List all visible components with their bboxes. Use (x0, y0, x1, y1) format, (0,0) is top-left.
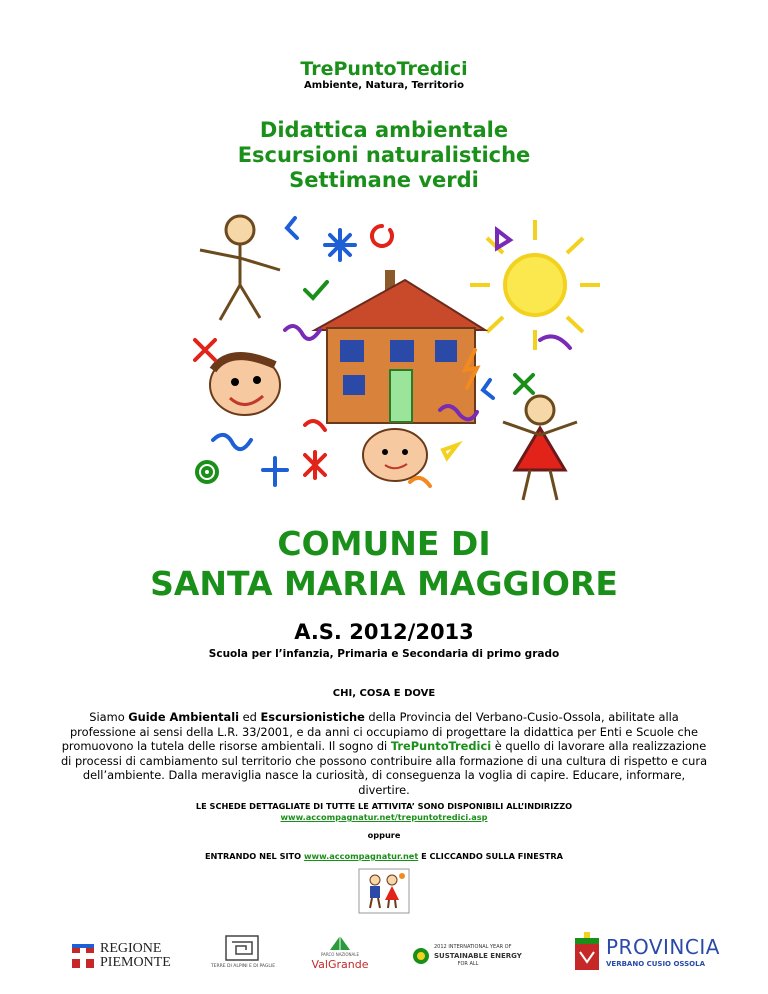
children-drawing-illustration (185, 200, 605, 505)
valgrande-leaf-icon (328, 934, 352, 952)
body-brand: TrePuntoTredici (390, 739, 492, 753)
girl-figure-drawing (503, 396, 577, 500)
site-instruction (0, 851, 768, 861)
section-title: CHI, COSA E DOVE (332, 688, 436, 699)
trepuntotredici-link[interactable]: www.accompagnatur.net/trepuntotredici.asp (280, 812, 488, 822)
baby-face-drawing (363, 429, 427, 481)
regione-piemonte-logo (70, 940, 171, 972)
sun-drawing (470, 220, 600, 350)
brand-tagline: Ambiente, Natura, Territorio (304, 80, 464, 91)
schede-notice: LE SCHEDE DETTAGLIATE DI TUTTE LE ATTIVITA’ SONO DISPONIBILI ALL’INDIRIZZO (195, 801, 573, 811)
provincia-logo (572, 932, 718, 974)
energy-line-3: FOR ALL (457, 961, 479, 967)
subject-line-3: Settimane verdi (289, 168, 479, 192)
valgrande-text: ValGrande (311, 958, 369, 971)
body-text-1: Siamo (89, 710, 129, 724)
regione-text: REGIONE (100, 941, 162, 956)
provincia-text: PROVINCIA (606, 935, 720, 959)
subject-line-1: Didattica ambientale (259, 118, 509, 142)
house-drawing (315, 270, 485, 423)
valgrande-small-text: PARCO NAZIONALE (321, 952, 359, 957)
sustainable-energy-logo (412, 940, 522, 972)
provincia-sub-text: VERBANO CUSIO OSSOLA (606, 960, 705, 968)
comune-heading (0, 524, 768, 604)
stick-figure-left (200, 216, 280, 320)
provincia-crest-icon (572, 932, 602, 972)
comune-line-2: SANTA MARIA MAGGIORE (150, 564, 618, 603)
brand-title: TrePuntoTredici (300, 58, 468, 80)
maze-icon (224, 934, 260, 962)
body-text-4: è quello di lavorare alla realizzazione di processi di cambiamento sul territorio che possono contribuire alla formazione di una cultura di rispetto e cura dell’ambiente. Dalla meraviglia nasce la curiosità, di conseguenza la voglia di capire. Educare, informare, divertire. (60, 739, 708, 797)
terre-text: TERRE DI ALPINI E DI PAGLIE (210, 964, 276, 969)
oppure-text: oppure (367, 830, 401, 840)
smiley-face-drawing (210, 355, 280, 415)
site-instruction-post: E CLICCANDO SULLA FINESTRA (418, 851, 564, 861)
piemonte-text: PIEMONTE (100, 955, 171, 970)
body-escursionistiche: Escursionistiche (260, 710, 365, 724)
school-levels: Scuola per l’infanzia, Primaria e Secondaria di primo grado (208, 648, 560, 660)
school-year: A.S. 2012/2013 (294, 620, 474, 644)
children-window-icon[interactable] (358, 868, 410, 914)
accompagnatur-link[interactable]: www.accompagnatur.net (303, 851, 419, 861)
body-guide-ambientali: Guide Ambientali (128, 710, 240, 724)
site-instruction-pre: ENTRANDO NEL SITO (204, 851, 304, 861)
body-text-3: della Provincia del Verbano-Cusio-Ossola, abilitate alla professione ai sensi della L.R. 33/2001, e da anni ci occupiamo di progettare la didattica per Enti e Scuole che promuovono la tutela delle risorse ambientali. Il sogno di (61, 710, 699, 753)
energy-line-2: SUSTAINABLE ENERGY (434, 952, 522, 960)
comune-line-1: COMUNE DI (277, 524, 491, 563)
energy-line-1: 2012 INTERNATIONAL YEAR OF (434, 944, 512, 950)
energy-flame-icon (412, 944, 430, 968)
piemonte-crest-icon (70, 942, 96, 970)
valgrande-logo (310, 934, 370, 974)
intro-paragraph (60, 710, 708, 797)
body-text-2: ed (239, 710, 261, 724)
terre-logo (206, 934, 280, 974)
subject-line-2: Escursioni naturalistiche (237, 143, 531, 167)
